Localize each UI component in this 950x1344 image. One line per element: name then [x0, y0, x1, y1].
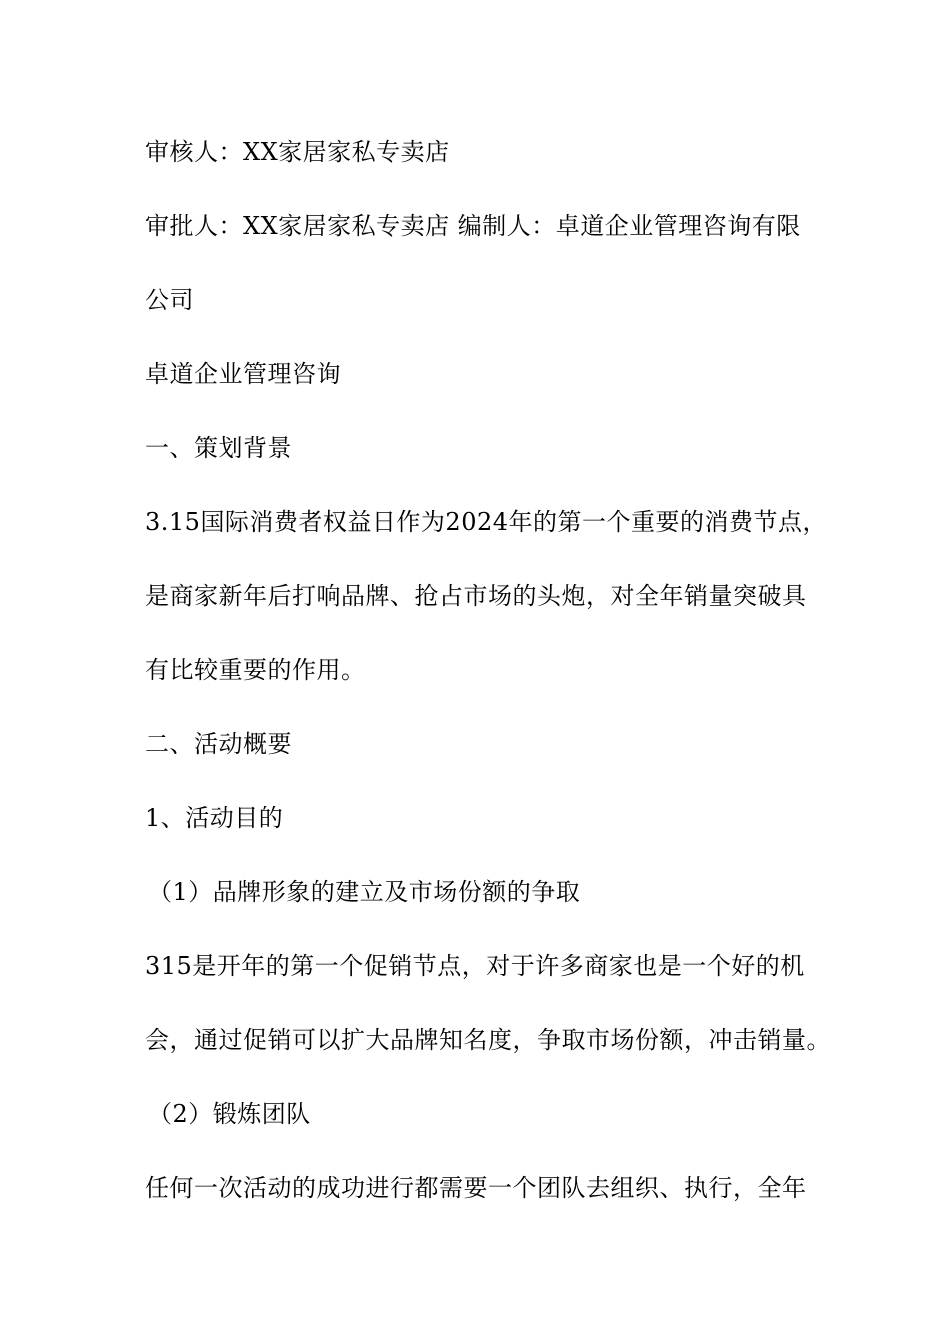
reviewer-line: 审核人：XX家居家私专卖店	[145, 138, 450, 166]
paragraph-line: 有比较重要的作用。	[145, 656, 366, 684]
section-heading-overview: 二、活动概要	[145, 730, 292, 758]
section-heading-background: 一、策划背景	[145, 434, 292, 462]
item-heading-brand: （1）品牌形象的建立及市场份额的争取	[148, 878, 581, 906]
paragraph-line: 315是开年的第一个促销节点，对于许多商家也是一个好的机	[145, 952, 805, 980]
approver-line: 审批人：XX家居家私专卖店 编制人：卓道企业管理咨询有限	[145, 212, 801, 240]
paragraph-line: 是商家新年后打响品牌、抢占市场的头炮，对全年销量突破具	[145, 582, 807, 610]
company-name: 卓道企业管理咨询	[145, 360, 341, 388]
paragraph-line: 会，通过促销可以扩大品牌知名度，争取市场份额，冲击销量。	[145, 1026, 831, 1054]
subsection-heading-purpose: 1、活动目的	[145, 804, 284, 832]
approver-line-continued: 公司	[145, 286, 194, 314]
item-heading-team: （2）锻炼团队	[148, 1100, 311, 1128]
paragraph-line: 3.15国际消费者权益日作为2024年的第一个重要的消费节点，	[145, 508, 828, 536]
paragraph-line: 任何一次活动的成功进行都需要一个团队去组织、执行，全年	[145, 1174, 807, 1202]
